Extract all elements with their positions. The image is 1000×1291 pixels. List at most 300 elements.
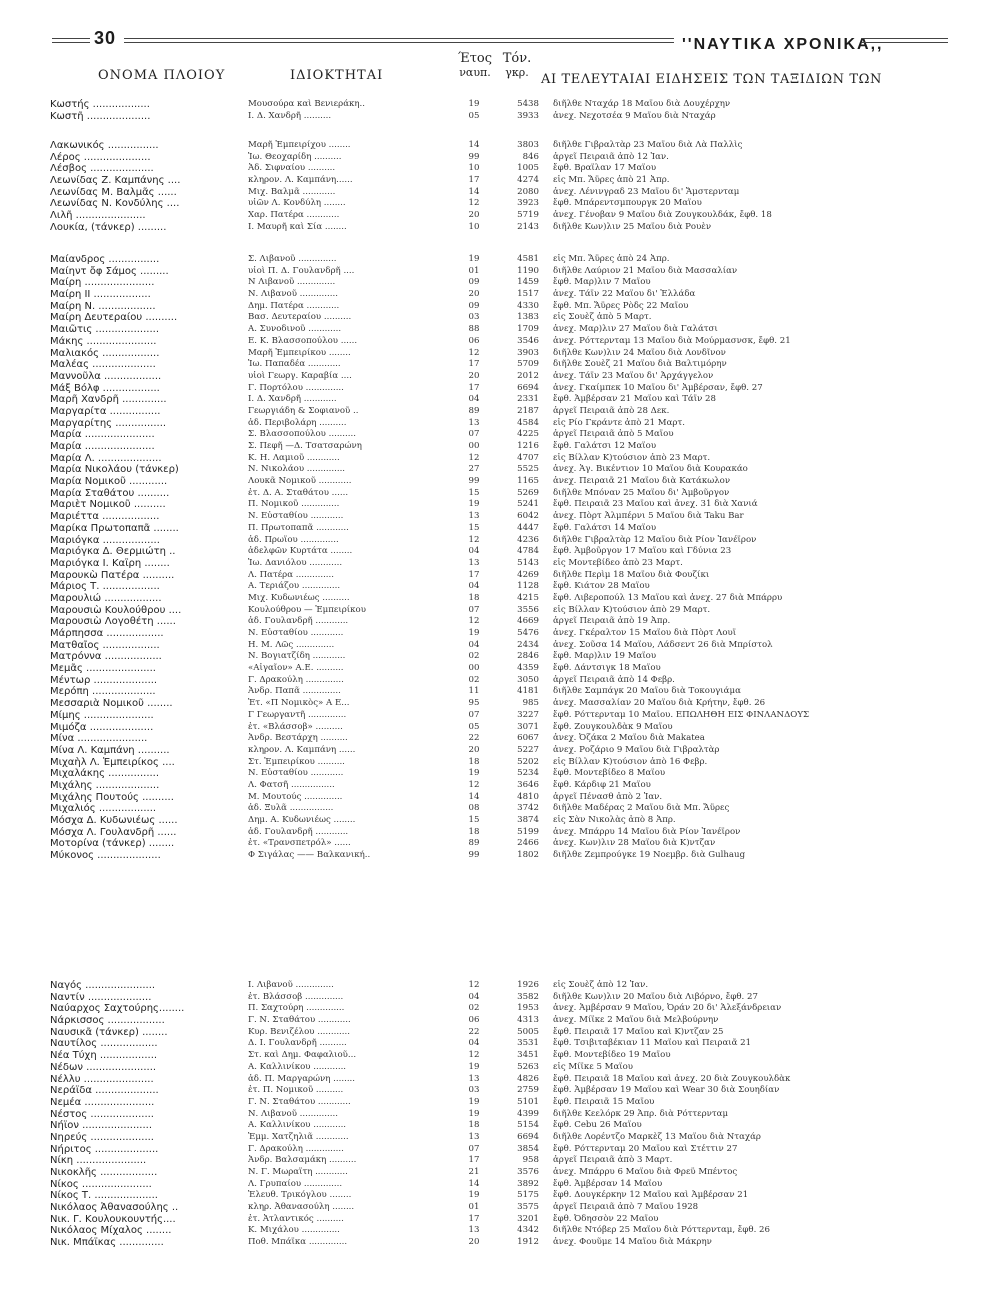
cell-year: 04: [468, 1038, 480, 1049]
cell-tons: 2187: [517, 405, 539, 416]
cell-year: 18: [468, 1120, 480, 1131]
cell-ship: Νάρκισσος ..................: [50, 1015, 165, 1027]
cell-news: διῆλθε Ντόβερ 25 Μαΐου διὰ Ρόττερνταμ, ἔφθ. 26: [553, 1225, 770, 1236]
cell-tons: 1383: [517, 312, 539, 323]
cell-owner: Ν. Εὐσταθίου ............: [248, 768, 344, 779]
table-row: [0, 523, 1000, 535]
cell-news: ἀργεῖ Πειραιᾶ ἀπὸ 5 Μαΐου: [553, 429, 674, 440]
cell-ship: Μάξ Βόλφ ..................: [50, 382, 160, 394]
table-row: [0, 1167, 1000, 1179]
table-row: [0, 187, 1000, 199]
cell-tons: 1190: [517, 265, 539, 276]
cell-news: ἔφθ. Δουγκέρκην 12 Μαΐου καὶ Ἀμβέρσαν 21: [553, 1190, 749, 1201]
table-row: [0, 1179, 1000, 1191]
cell-year: 89: [468, 405, 480, 416]
cell-news: ἀνεχ. Μπάρρυ 14 Μαΐου διὰ Ρίον Ἰανέϊρον: [553, 826, 741, 837]
cell-year: 04: [468, 991, 480, 1002]
cell-tons: 3531: [517, 1038, 539, 1049]
cell-news: διῆλθε Περὶμ 18 Μαΐου διὰ Φουζίκι: [553, 569, 710, 580]
cell-year: 14: [468, 791, 480, 802]
cell-owner: Η. Μ. Λῶς ..............: [248, 639, 335, 650]
table-row: [0, 546, 1000, 558]
cell-year: 15: [468, 815, 480, 825]
table-row: [0, 336, 1000, 348]
cell-year: 13: [468, 1073, 480, 1084]
cell-news: ἔφθ. Δάντσιγκ 18 Μαΐου: [553, 663, 661, 674]
cell-news: διῆλθε Κων)λιν 20 Μαΐου διὰ Λιβόρνο, ἔφθ. 27: [553, 991, 758, 1002]
cell-ship: Νεμέα ......................: [50, 1096, 155, 1108]
cell-news: ἀνεχ. Γκέραλτον 15 Μαΐου διὰ Πὸρτ Λουΐ: [553, 628, 737, 638]
cell-ship: Νεράϊδα ....................: [50, 1085, 159, 1097]
cell-tons: 6694: [517, 382, 539, 393]
cell-owner: Ἀδ. Σιφναίου ..........: [248, 163, 336, 174]
cell-year: 18: [468, 826, 480, 837]
cell-year: 08: [468, 803, 480, 814]
cell-news: ἀνεχ. Πὸρτ Ἀλμπέρνι 5 Μαΐου διὰ Taku Bar: [553, 511, 744, 522]
cell-ship: Μαίανδρος ................: [50, 254, 160, 265]
cell-tons: 4342: [517, 1225, 539, 1236]
table-row: [0, 1038, 1000, 1050]
cell-year: 07: [468, 1143, 480, 1154]
table-row: [0, 111, 1000, 123]
cell-tons: 3742: [517, 803, 539, 814]
cell-year: 99: [468, 151, 480, 162]
table-row: [0, 383, 1000, 395]
cell-news: ἔφθ. Βραΐλαν 17 Μαΐου: [553, 163, 657, 174]
table-row: [0, 605, 1000, 617]
cell-ship: Μαρουκὼ Πατέρα ..........: [50, 569, 175, 581]
cell-owner: Ν Λιβανοῦ ..............: [248, 277, 336, 288]
cell-ship: Μαρία ......................: [50, 429, 155, 441]
cell-owner: Γ Γεωργαντῆ ..............: [248, 709, 347, 720]
cell-year: 01: [468, 1202, 480, 1213]
cell-owner: Ἰω. Δανιόλου ............: [248, 557, 343, 568]
cell-owner: ἀδ. Ξυλᾶ ................: [248, 803, 334, 814]
cell-year: 13: [468, 417, 480, 428]
cell-tons: 4707: [517, 452, 539, 463]
table-row: [0, 511, 1000, 523]
cell-tons: 2759: [517, 1085, 539, 1096]
cell-year: 12: [468, 452, 480, 463]
cell-owner: υἱοὶ Γεωργ. Καραβία ....: [248, 370, 352, 381]
table-row: [0, 266, 1000, 278]
cell-ship: Μαίρη ΙΙ ..................: [50, 289, 151, 301]
cell-news: ἔφθ. Τσιβιταβέκιαν 11 Μαΐου καὶ Πειραιᾶ 21: [553, 1038, 752, 1049]
cell-year: 02: [468, 674, 480, 685]
cell-owner: Γ. Δρακούλη ..............: [248, 674, 344, 685]
cell-tons: 3071: [517, 721, 539, 732]
cell-year: 14: [468, 186, 480, 197]
cell-tons: 2331: [517, 394, 539, 405]
table-row: [0, 99, 1000, 111]
cell-year: 19: [468, 1108, 480, 1119]
cell-ship: Νέα Τύχη ..................: [50, 1050, 158, 1062]
cell-tons: 3874: [517, 815, 539, 825]
cell-tons: 4215: [517, 592, 539, 603]
cell-year: 17: [468, 175, 480, 186]
cell-news: ἀργεῖ Πειραιᾶ ἀπὸ 7 Μαΐου 1928: [553, 1202, 699, 1213]
table-row: [0, 1097, 1000, 1109]
cell-year: 12: [468, 347, 480, 358]
cell-owner: Γεωργιάδη & Σοφιανοῦ ..: [248, 405, 359, 416]
cell-owner: υἱοὶ Π. Δ. Γουλανδρῆ ....: [248, 265, 355, 276]
table-row: [0, 324, 1000, 336]
cell-news: ἔφθ. Γαλάτσι 12 Μαΐου: [553, 441, 657, 451]
cell-year: 13: [468, 1131, 480, 1142]
cell-year: 19: [468, 1190, 480, 1201]
cell-tons: 4784: [517, 546, 539, 557]
cell-news: ἀργεῖ Πειραιᾶ ἀπὸ 19 Ἀπρ.: [553, 616, 671, 627]
cell-tons: 1005: [517, 163, 539, 174]
cell-ship: Νικ. Μπάϊκας ..............: [50, 1237, 164, 1249]
cell-tons: 2434: [517, 639, 539, 650]
table-row: [0, 722, 1000, 734]
cell-ship: Μάρπησσα ..................: [50, 628, 164, 639]
cell-year: 06: [468, 335, 480, 346]
cell-owner: Ν. Λιβανοῦ ..............: [248, 289, 338, 300]
cell-year: 10: [468, 221, 480, 232]
cell-year: 89: [468, 838, 480, 849]
table-row: [0, 301, 1000, 313]
cell-tons: 5101: [517, 1096, 539, 1107]
cell-tons: 5005: [517, 1026, 539, 1037]
cell-year: 20: [468, 210, 480, 221]
cell-ship: Μαίρη ......................: [50, 277, 155, 289]
cell-ship: Λουκία, (τάνκερ) .........: [50, 221, 167, 233]
table-row: [0, 838, 1000, 850]
cell-news: ἔφθ. Ρόττερνταμ 20 Μαΐου καὶ Στέττιν 27: [553, 1143, 738, 1154]
table-row: [0, 980, 1000, 992]
cell-owner: Ν. Εὐσταθίου ............: [248, 628, 344, 638]
cell-year: 17: [468, 382, 480, 393]
table-row: [0, 651, 1000, 663]
cell-owner: Ι. Δ. Χανδρῆ ............: [248, 394, 337, 405]
table-row: [0, 348, 1000, 360]
cell-news: εἰς Μπ. Ἄϋρες ἀπὸ 24 Ἀπρ.: [553, 254, 670, 264]
cell-ship: Ναύαρχος Σαχτούρης........: [50, 1003, 185, 1015]
cell-tons: 4236: [517, 534, 539, 545]
cell-ship: Μέντωρ ....................: [50, 674, 158, 686]
cell-tons: 3903: [517, 347, 539, 358]
cell-tons: 3576: [517, 1167, 539, 1177]
cell-tons: 985: [522, 698, 539, 709]
cell-news: ἀργεῖ Πειραιᾶ ἀπὸ 28 Δεκ.: [553, 405, 670, 416]
cell-ship: Μαριὲτ Νομικοῦ ..........: [50, 499, 166, 511]
cell-tons: 3892: [517, 1178, 539, 1189]
cell-news: ἔφθ. Ἀμβέρσαν 19 Μαΐου καὶ Wear 30 διὰ Σουηδίαν: [553, 1085, 780, 1096]
table-row: [0, 733, 1000, 745]
table-row: [0, 593, 1000, 605]
cell-ship: Λεωνίδας Ν. Κονδύλης ....: [50, 198, 180, 210]
cell-tons: 2846: [517, 651, 539, 662]
cell-news: διῆλθε Σουὲζ 21 Μαΐου διὰ Βαλτιμόρην: [553, 359, 727, 370]
cell-news: ἔφθ. Πειραιᾶ 17 Μαΐου καὶ Κ)ντζαν 25: [553, 1026, 724, 1037]
cell-news: ἀνεχ. Νεχοτσέα 9 Μαΐου διὰ Νταχάρ: [553, 110, 716, 121]
table-row: [0, 163, 1000, 175]
table-row: [0, 1062, 1000, 1074]
cell-ship: Νίκος Τ. ....................: [50, 1190, 158, 1202]
cell-owner: Α. Καλλινίκου ............: [248, 1120, 347, 1131]
cell-owner: Γ. Ν. Σταθάτου ............: [248, 1096, 351, 1107]
cell-ship: Μίμης ......................: [50, 709, 154, 721]
table-row: [0, 254, 1000, 266]
table-row: [0, 992, 1000, 1004]
cell-owner: Μ. Μουτούς ..............: [248, 791, 343, 802]
cell-owner: ἐτ. Δ. Α. Σταθάτου ......: [248, 487, 349, 498]
cell-news: διῆλθε Νταχάρ 18 Μαΐου διὰ Δουχέρχην: [553, 99, 731, 109]
table-row: [0, 140, 1000, 152]
table-row: [0, 745, 1000, 757]
cell-year: 95: [468, 698, 480, 709]
table-row: [0, 698, 1000, 710]
cell-tons: 6694: [517, 1131, 539, 1142]
cell-tons: 5263: [517, 1061, 539, 1072]
cell-owner: Σ. Πεφῆ —Δ. Τσατσαρώνη: [248, 441, 362, 451]
cell-tons: 4274: [517, 175, 539, 186]
table-row: [0, 675, 1000, 687]
page-number: 30: [94, 28, 117, 48]
cell-owner: ἐτ. «Τρανσπετρόλ» ......: [248, 838, 351, 849]
cell-year: 04: [468, 581, 480, 592]
table-row: [0, 1237, 1000, 1249]
cell-owner: Μιχ. Κυδωνιέως ..........: [248, 592, 350, 603]
cell-news: εἰς Βίλλαν Κ)τούσιον ἀπὸ 23 Μαρτ.: [553, 452, 711, 463]
cell-owner: Ἐμμ. Χατζηλιᾶ ............: [248, 1131, 349, 1142]
cell-ship: Νέλλυ ......................: [50, 1073, 154, 1085]
cell-tons: 3803: [517, 140, 539, 150]
cell-owner: Ἀνδρ. Παπᾶ ..............: [248, 686, 341, 697]
cell-year: 19: [468, 768, 480, 779]
cell-owner: Δ. Ι. Γουλανδρῆ ..........: [248, 1038, 347, 1049]
table-row: [0, 406, 1000, 418]
cell-owner: Στ. καὶ Δημ. Φαφαλιοῦ...: [248, 1050, 357, 1061]
cell-year: 18: [468, 756, 480, 767]
cell-year: 13: [468, 1225, 480, 1236]
table-row: [0, 827, 1000, 839]
cell-owner: Ν. Νικολάου ..............: [248, 464, 346, 475]
cell-ship: Μαρία Σταθάτου ..........: [50, 487, 170, 499]
cell-news: ἔφθ. Ἀμβέρσαν 14 Μαΐου: [553, 1178, 663, 1189]
cell-owner: Δημ. Α. Κυδωνιέως ........: [248, 815, 356, 825]
cell-year: 19: [468, 1061, 480, 1072]
cell-tons: 4359: [517, 663, 539, 674]
cell-ship: Λέρος .....................: [50, 151, 151, 163]
cell-ship: Μαριόγκα Δ. Θερμιώτη ..: [50, 546, 176, 558]
cell-news: ἔφθ. Μοντεβίδεο 8 Μαΐου: [553, 768, 666, 779]
cell-news: ἔφθ. Μπάρεντσμπουργκ 20 Μαΐου: [553, 198, 702, 209]
cell-owner: κληρον. Λ. Καμπάνη......: [248, 175, 353, 186]
table-row: [0, 628, 1000, 640]
cell-owner: Σ. Βλασσοπούλου ..........: [248, 429, 356, 440]
cell-ship: Νέστος ....................: [50, 1108, 154, 1120]
cell-ship: Μαλιακός ..................: [50, 347, 160, 359]
table-row: [0, 1109, 1000, 1121]
table-row: [0, 1027, 1000, 1039]
cell-ship: Μαρουσιὼ Λογοθέτη ......: [50, 616, 176, 628]
ship-group-lambda: [0, 140, 1000, 234]
cell-news: ἀνεχ. Ρόττερνταμ 13 Μαΐου διὰ Μούρμασνσκ, ἔφθ. 21: [553, 335, 791, 346]
cell-news: ἀνεχ. Κων)λιν 28 Μαΐου διὰ Κ)ντζαν: [553, 838, 716, 849]
table-row: [0, 815, 1000, 827]
ship-group-nu: [0, 980, 1000, 1249]
cell-owner: Ἀνδρ. Βαλσαμάκη ..........: [248, 1155, 357, 1166]
cell-ship: Μαρία Νομικοῦ ............: [50, 476, 168, 488]
cell-year: 20: [468, 289, 480, 300]
cell-year: 12: [468, 534, 480, 545]
cell-owner: Λ. Πατέρα ..............: [248, 569, 335, 580]
cell-news: διῆλθε Λορέντζο Μαρκὲζ 13 Μαΐου διὰ Νταχάρ: [553, 1131, 761, 1142]
cell-news: διῆλθε Λαύριον 21 Μαΐου διὰ Μασσαλίαν: [553, 265, 738, 276]
table-row: [0, 558, 1000, 570]
cell-tons: 3556: [517, 604, 539, 615]
table-row: [0, 441, 1000, 453]
cell-ship: Λεωνίδας Μ. Βαλμᾶς ......: [50, 186, 177, 198]
cell-tons: 4810: [517, 791, 539, 802]
cell-owner: Μαρῆ Ἐμπειρίκου ........: [248, 347, 351, 358]
cell-tons: 1953: [517, 1003, 539, 1014]
cell-year: 06: [468, 1015, 480, 1026]
cell-ship: Μάριος Τ. ..................: [50, 581, 160, 593]
table-row: [0, 663, 1000, 675]
cell-owner: Ν. Λιβανοῦ ..............: [248, 1108, 338, 1119]
cell-owner: ἐτ. Π. Νομικοῦ ..........: [248, 1085, 344, 1096]
cell-owner: Μαρῆ Ἐμπειρίχου ........: [248, 140, 351, 150]
cell-news: ἔφθ. Ζουγκουλδὰκ 9 Μαΐου: [553, 721, 673, 732]
cell-owner: Ἐλευθ. Τρικόγλου ........: [248, 1190, 352, 1201]
table-row: [0, 616, 1000, 628]
cell-news: εἰς Σὰν Νικολὰς ἀπὸ 8 Ἀπρ.: [553, 815, 676, 825]
cell-year: 09: [468, 277, 480, 288]
cell-tons: 3854: [517, 1143, 539, 1154]
cell-owner: Βασ. Δευτεραίου ..........: [248, 312, 352, 323]
table-row: [0, 499, 1000, 511]
cell-tons: 4581: [517, 254, 539, 264]
cell-news: εἰς Σουὲζ ἀπὸ 12 Ἰαν.: [553, 980, 649, 990]
cell-year: 22: [468, 733, 480, 744]
cell-owner: Κυρ. Βενιζέλου ............: [248, 1026, 350, 1037]
cell-ship: Μαιῶτις ....................: [50, 324, 160, 336]
cell-tons: 2080: [517, 186, 539, 197]
cell-year: 19: [468, 628, 480, 638]
cell-ship: Μαλέας ....................: [50, 359, 156, 371]
cell-tons: 2466: [517, 838, 539, 849]
cell-news: ἀνεχ. Γένοβαν 9 Μαΐου διὰ Ζουγκουλδάκ, ἔφθ. 18: [553, 210, 772, 221]
cell-owner: Ν. Βογιατζίδη ............: [248, 651, 346, 662]
cell-ship: Ναντίν ....................: [50, 991, 152, 1003]
cell-ship: Μιχάλης ....................: [50, 779, 160, 791]
cell-ship: Λακωνικός ................: [50, 140, 159, 151]
cell-ship: Μόσχα Δ. Κυδωνιέως ......: [50, 815, 178, 826]
cell-news: ἔφθ. Cebu 26 Μαΐου: [553, 1120, 642, 1131]
cell-tons: 5241: [517, 499, 539, 510]
table-row: [0, 1120, 1000, 1132]
table-row: [0, 1085, 1000, 1097]
cell-news: ἀνεχ. Πειραιᾶ 21 Μαΐου διὰ Κατάκωλον: [553, 476, 731, 487]
cell-tons: 846: [522, 151, 539, 162]
header-rule-right: [862, 38, 948, 43]
cell-owner: Ι. Δ. Χανδρῆ ..........: [248, 110, 332, 121]
cell-owner: ἀδ. Γουλανδρῆ ............: [248, 616, 349, 627]
cell-ship: Μερόπη ....................: [50, 686, 156, 698]
table-row: [0, 1050, 1000, 1062]
table-row: [0, 464, 1000, 476]
table-row: [0, 359, 1000, 371]
cell-year: 19: [468, 499, 480, 510]
cell-tons: 4669: [517, 616, 539, 627]
column-header-tons-line1: Τόν.: [502, 51, 532, 66]
cell-news: ἔφθ. Κιάτον 28 Μαΐου: [553, 581, 650, 592]
cell-owner: Ἰω. Παπαδέα ............: [248, 359, 341, 370]
cell-owner: Ι. Μαυρῆ καὶ Σία ........: [248, 221, 347, 232]
table-row: [0, 535, 1000, 547]
cell-owner: ἐτ. Ἀτλαντικός ..........: [248, 1213, 344, 1224]
cell-year: 02: [468, 1003, 480, 1014]
cell-year: 88: [468, 324, 480, 335]
table-row: [0, 152, 1000, 164]
cell-owner: ἀδ. Γουλανδρῆ ............: [248, 826, 349, 837]
cell-ship: Ναυτίλος ..................: [50, 1038, 158, 1050]
cell-news: διῆλθε Σαμπάγκ 20 Μαΐου διὰ Τοκουγιάμα: [553, 686, 741, 697]
cell-ship: Μιχάλης Πουτούς ..........: [50, 791, 174, 803]
cell-ship: Μαίηντ ὄφ Σάμος .........: [50, 265, 169, 277]
cell-news: διῆλθε Μπόναν 25 Μαΐου δι' Ἀμβοῦργον: [553, 487, 730, 498]
table-row: [0, 1202, 1000, 1214]
cell-tons: 4313: [517, 1015, 539, 1026]
cell-ship: Μαριέττα ..................: [50, 511, 160, 523]
cell-year: 04: [468, 546, 480, 557]
cell-ship: Κωστής ..................: [50, 99, 150, 110]
cell-owner: Στ. Ἐμπειρίκου ..........: [248, 756, 345, 767]
cell-tons: 5269: [517, 487, 539, 498]
cell-tons: 5476: [517, 628, 539, 638]
cell-ship: Νικ. Γ. Κουλουκουντής....: [50, 1213, 176, 1225]
cell-year: 10: [468, 163, 480, 174]
cell-tons: 4584: [517, 417, 539, 428]
cell-year: 20: [468, 370, 480, 381]
table-row: [0, 175, 1000, 187]
cell-ship: Μιχαλιός ..................: [50, 803, 157, 815]
cell-ship: Μαρίκα Πρωτοπαπᾶ ........: [50, 522, 179, 534]
cell-tons: 3050: [517, 674, 539, 685]
cell-tons: 958: [522, 1155, 539, 1166]
cell-tons: 5719: [517, 210, 539, 221]
header-rule-left: [52, 38, 90, 43]
cell-year: 00: [468, 663, 480, 674]
cell-tons: 5227: [517, 744, 539, 755]
cell-owner: Μουσούρα καὶ Βενιεράκη..: [248, 99, 365, 109]
cell-year: 12: [468, 980, 480, 990]
table-row: [0, 488, 1000, 500]
cell-owner: Φ Σιγάλας —— Βαλκανική..: [248, 850, 371, 861]
cell-news: ἔφθ. Μοντεβίδεο 19 Μαΐου: [553, 1050, 671, 1061]
cell-year: 18: [468, 592, 480, 603]
cell-tons: 5234: [517, 768, 539, 779]
cell-owner: Ἰω. Θεοχαρίδη ..........: [248, 151, 342, 162]
table-row: [0, 1132, 1000, 1144]
cell-ship: Λέσβος ....................: [50, 163, 154, 175]
cell-year: 14: [468, 1178, 480, 1189]
cell-ship: Ματρόννα ..................: [50, 651, 162, 663]
cell-news: ἀνεχ. Μαρ)λιν 27 Μαΐου διὰ Γαλάτσι: [553, 324, 718, 335]
table-row: [0, 312, 1000, 324]
cell-ship: Μαρουσιὼ Κουλούθρου ....: [50, 604, 182, 616]
cell-owner: Λ. Γρυπαίου ..............: [248, 1178, 343, 1189]
cell-ship: Μάκης ......................: [50, 335, 157, 347]
cell-news: ἀργεῖ Πένασθ ἀπὸ 2 Ἰαν.: [553, 791, 663, 802]
cell-ship: Μαριόγκα Ι. Καΐρη ........: [50, 557, 170, 569]
cell-ship: Μοτορίνα (τάνκερ) ........: [50, 838, 175, 850]
cell-owner: Ε. Κ. Βλασσοπούλου ......: [248, 335, 358, 346]
